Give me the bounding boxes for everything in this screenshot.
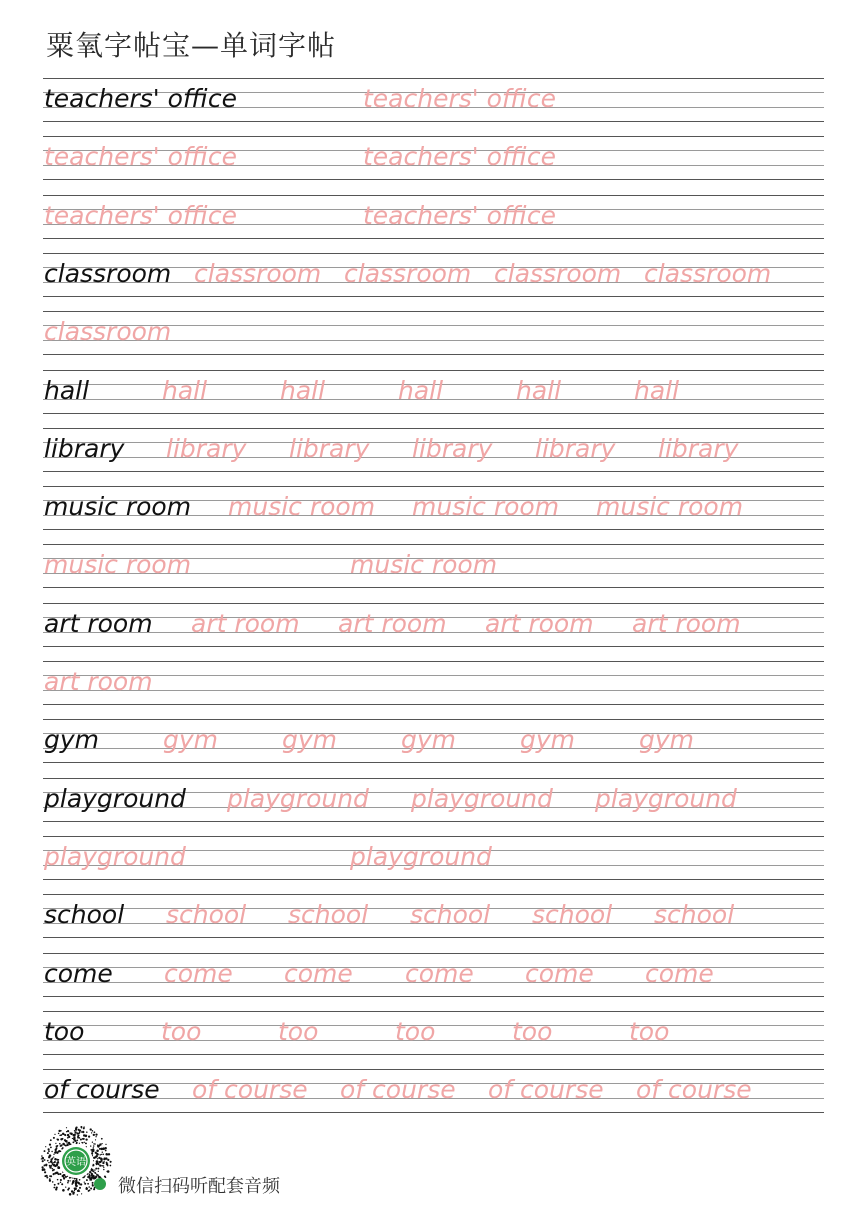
trace-word: art room [191, 608, 300, 638]
trace-word: come [164, 958, 233, 988]
ruled-line [43, 413, 824, 414]
copybook-row [0, 1069, 868, 1127]
ruled-line [43, 587, 824, 588]
trace-word: school [654, 900, 735, 930]
trace-word: come [284, 958, 353, 988]
model-word: classroom [44, 258, 172, 288]
ruled-line [43, 937, 824, 938]
ruled-line [43, 195, 824, 196]
trace-word: gym [163, 725, 219, 755]
footer [40, 1126, 340, 1200]
trace-word: of course [636, 1075, 752, 1105]
ruled-line [43, 675, 824, 676]
trace-word: library [412, 433, 493, 463]
trace-word: classroom [494, 258, 622, 288]
model-word: too [44, 1016, 85, 1046]
trace-word: gym [282, 725, 338, 755]
page-title: 粟氧字帖宝—单词字帖 [46, 29, 337, 62]
ruled-line [43, 894, 824, 895]
trace-word: hall [162, 375, 208, 405]
ruled-line [43, 996, 824, 997]
model-word: teachers' office [44, 84, 238, 113]
trace-word: gym [520, 725, 576, 755]
ruled-line [43, 471, 824, 472]
trace-word: gym [639, 725, 695, 755]
copybook-row [0, 544, 868, 602]
mini-badge-icon [94, 1178, 106, 1190]
copybook-row [0, 836, 868, 894]
ruled-line [43, 238, 824, 239]
copybook-row [0, 719, 868, 777]
trace-word: music room [350, 550, 498, 580]
trace-word: too [395, 1016, 436, 1046]
trace-word: teachers' office [44, 142, 238, 172]
ruled-line [43, 296, 824, 297]
trace-word: music room [228, 492, 376, 522]
trace-word: hall [398, 375, 444, 405]
trace-word: school [288, 900, 369, 930]
copybook-row [0, 78, 868, 136]
trace-word: come [525, 958, 594, 988]
trace-word: too [161, 1016, 202, 1046]
ruled-line [43, 661, 824, 662]
ruled-line [43, 544, 824, 545]
ruled-line [43, 704, 824, 705]
model-word: come [44, 958, 113, 988]
trace-word: playground [350, 841, 492, 871]
copybook-row [0, 603, 868, 661]
copybook-row [0, 661, 868, 719]
ruled-line [43, 690, 824, 691]
trace-word: come [645, 958, 714, 988]
ruled-line [43, 1054, 824, 1055]
ruled-line [43, 179, 824, 180]
ruled-line [43, 603, 824, 604]
ruled-line [43, 311, 824, 312]
trace-word: school [532, 900, 613, 930]
model-word: school [44, 900, 125, 930]
trace-word: playground [595, 783, 737, 813]
trace-word: music room [412, 492, 560, 522]
ruled-line [43, 836, 824, 837]
trace-word: classroom [644, 258, 772, 288]
trace-word: art room [632, 608, 741, 638]
ruled-line [43, 879, 824, 880]
copybook-row [0, 953, 868, 1011]
ruled-line [43, 486, 824, 487]
trace-word: library [535, 433, 616, 463]
trace-word: classroom [194, 258, 322, 288]
ruled-line [43, 719, 824, 720]
trace-word: school [410, 900, 491, 930]
ruled-line [43, 121, 824, 122]
trace-word: library [658, 433, 739, 463]
model-word: library [44, 433, 125, 463]
model-word: hall [44, 375, 90, 405]
trace-word: library [166, 433, 247, 463]
ruled-line [43, 778, 824, 779]
ruled-line [43, 253, 824, 254]
ruled-line [43, 529, 824, 530]
model-word: playground [44, 783, 186, 813]
model-word: art room [44, 608, 153, 638]
trace-word: art room [338, 608, 447, 638]
trace-word: teachers' office [44, 200, 238, 230]
ruled-line [43, 1069, 824, 1070]
ruled-line [43, 1112, 824, 1113]
trace-word: hall [634, 375, 680, 405]
ruled-line [43, 354, 824, 355]
ruled-line [43, 428, 824, 429]
ruled-line [43, 953, 824, 954]
copybook-row [0, 311, 868, 369]
ruled-line [43, 762, 824, 763]
copybook-row [0, 253, 868, 311]
trace-word: teachers' office [363, 200, 557, 230]
trace-word: hall [280, 375, 326, 405]
trace-word: teachers' office [363, 84, 557, 113]
copybook-row [0, 370, 868, 428]
ruled-line [43, 370, 824, 371]
trace-word: playground [44, 841, 186, 871]
trace-word: library [289, 433, 370, 463]
ruled-line [43, 78, 824, 79]
footer-caption: 微信扫码听配套音频 [118, 1176, 280, 1197]
trace-word: of course [488, 1075, 604, 1105]
trace-word: teachers' office [363, 142, 557, 172]
ruled-line [43, 646, 824, 647]
trace-word: art room [485, 608, 594, 638]
trace-word: come [405, 958, 474, 988]
trace-word: of course [192, 1075, 308, 1105]
copybook-row [0, 1011, 868, 1069]
trace-word: playground [227, 783, 369, 813]
copybook-row [0, 778, 868, 836]
trace-word: music room [44, 550, 192, 580]
copybook-row [0, 195, 868, 253]
copybook-row [0, 486, 868, 544]
trace-word: hall [516, 375, 562, 405]
copybook-row [0, 136, 868, 194]
ruled-line [43, 821, 824, 822]
ruled-line [43, 136, 824, 137]
trace-word: too [629, 1016, 670, 1046]
trace-word: playground [411, 783, 553, 813]
qr-code-icon[interactable] [40, 1126, 112, 1198]
trace-word: of course [340, 1075, 456, 1105]
copybook-row [0, 894, 868, 952]
trace-word: too [278, 1016, 319, 1046]
trace-word: classroom [44, 317, 172, 347]
model-word: music room [44, 492, 192, 522]
trace-word: classroom [344, 258, 472, 288]
model-word: gym [44, 725, 100, 755]
ruled-line [43, 1011, 824, 1012]
copybook-row [0, 428, 868, 486]
model-word: of course [44, 1075, 160, 1105]
trace-word: too [512, 1016, 553, 1046]
trace-word: music room [596, 492, 744, 522]
trace-word: gym [401, 725, 457, 755]
trace-word: art room [44, 667, 153, 696]
badge-label: 英语 [66, 1157, 86, 1168]
trace-word: school [166, 900, 247, 930]
